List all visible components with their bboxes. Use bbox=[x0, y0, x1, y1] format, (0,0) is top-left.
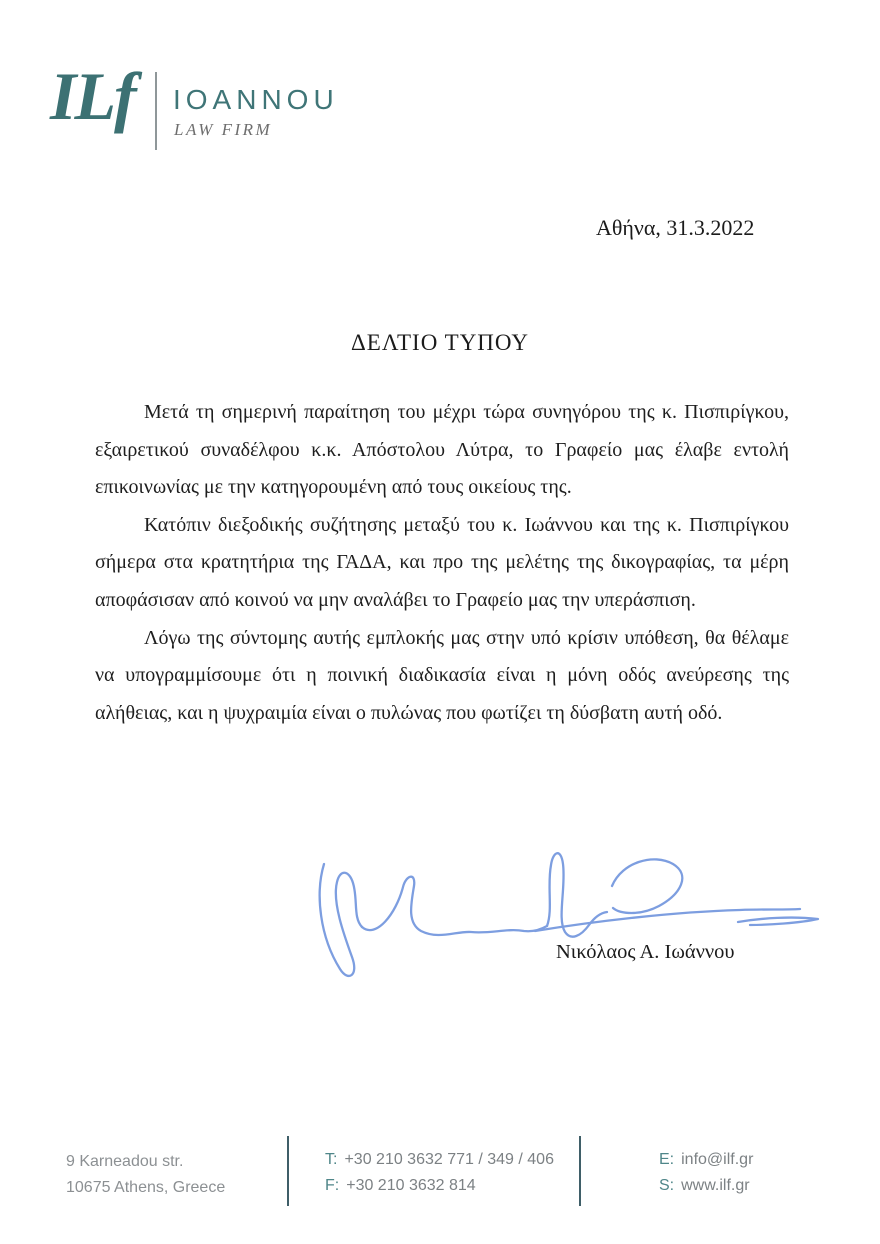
letter-title: ΔΕΛΤΙΟ ΤΥΠΟΥ bbox=[351, 330, 529, 355]
signer-name: Νικόλαος Α. Ιωάννου bbox=[556, 941, 735, 963]
phone-row bbox=[325, 1147, 554, 1173]
firm-name: IOANNOU bbox=[173, 84, 339, 115]
letter-body bbox=[95, 394, 789, 732]
phone-label: T: bbox=[325, 1151, 338, 1168]
address-line: 10675 Athens, Greece bbox=[66, 1179, 226, 1196]
footer-divider bbox=[287, 1136, 289, 1206]
email-address: info@ilf.gr bbox=[681, 1151, 754, 1168]
fax-label: F: bbox=[325, 1177, 340, 1194]
footer-contact bbox=[325, 1147, 554, 1199]
email-row bbox=[659, 1147, 753, 1173]
fax-row bbox=[325, 1173, 554, 1199]
footer-divider bbox=[579, 1136, 581, 1206]
website-row bbox=[659, 1173, 753, 1199]
fax-number: +30 210 3632 814 bbox=[346, 1177, 476, 1194]
logo-monogram: ILf bbox=[50, 58, 135, 134]
letter-place-date: Αθήνα, 31.3.2022 bbox=[596, 215, 755, 240]
footer-address bbox=[66, 1149, 225, 1201]
phone-number: +30 210 3632 771 / 349 / 406 bbox=[344, 1151, 554, 1168]
website-label: S: bbox=[659, 1177, 675, 1194]
email-label: E: bbox=[659, 1151, 675, 1168]
letter-paragraph: Λόγω της σύντομης αυτής εμπλοκής μας στην υπό κρίσιν υπόθεση, θα θέλαμε να υπογραμμίσουμε ότι η ποινική διαδικασία είναι η μόνη οδός ανεύρεσης της αλήθειας, και η ψυχραιμία είναι ο πυλώνας που φωτίζει τη δύσβατη αυτή οδό. bbox=[95, 626, 789, 724]
letter-paragraph: Μετά τη σημερινή παραίτηση του μέχρι τώρα συνηγόρου της κ. Πισπιρίγκου, εξαιρετικού συναδέλφου κ.κ. Απόστολου Λύτρα, το Γραφείο μας έλαβε εντολή επικοινωνίας με την κατηγορουμένη από τους οικείους της. bbox=[95, 401, 789, 499]
letter-paragraph: Κατόπιν διεξοδικής συζήτησης μεταξύ του κ. Ιωάννου και της κ. Πισπιρίγκου σήμερα στα κρατητήρια της ΓΑΔΑ, και προ της μελέτης της δικογραφίας, τα μέρη αποφάσισαν από κοινού να μην αναλάβει το Γραφείο μας την υπεράσπιση. bbox=[95, 513, 789, 611]
address-line: 9 Karneadou str. bbox=[66, 1153, 184, 1170]
logo-divider bbox=[155, 72, 157, 150]
firm-subtitle: LAW FIRM bbox=[174, 120, 273, 139]
website-address: www.ilf.gr bbox=[681, 1177, 750, 1194]
footer-online bbox=[659, 1147, 753, 1199]
